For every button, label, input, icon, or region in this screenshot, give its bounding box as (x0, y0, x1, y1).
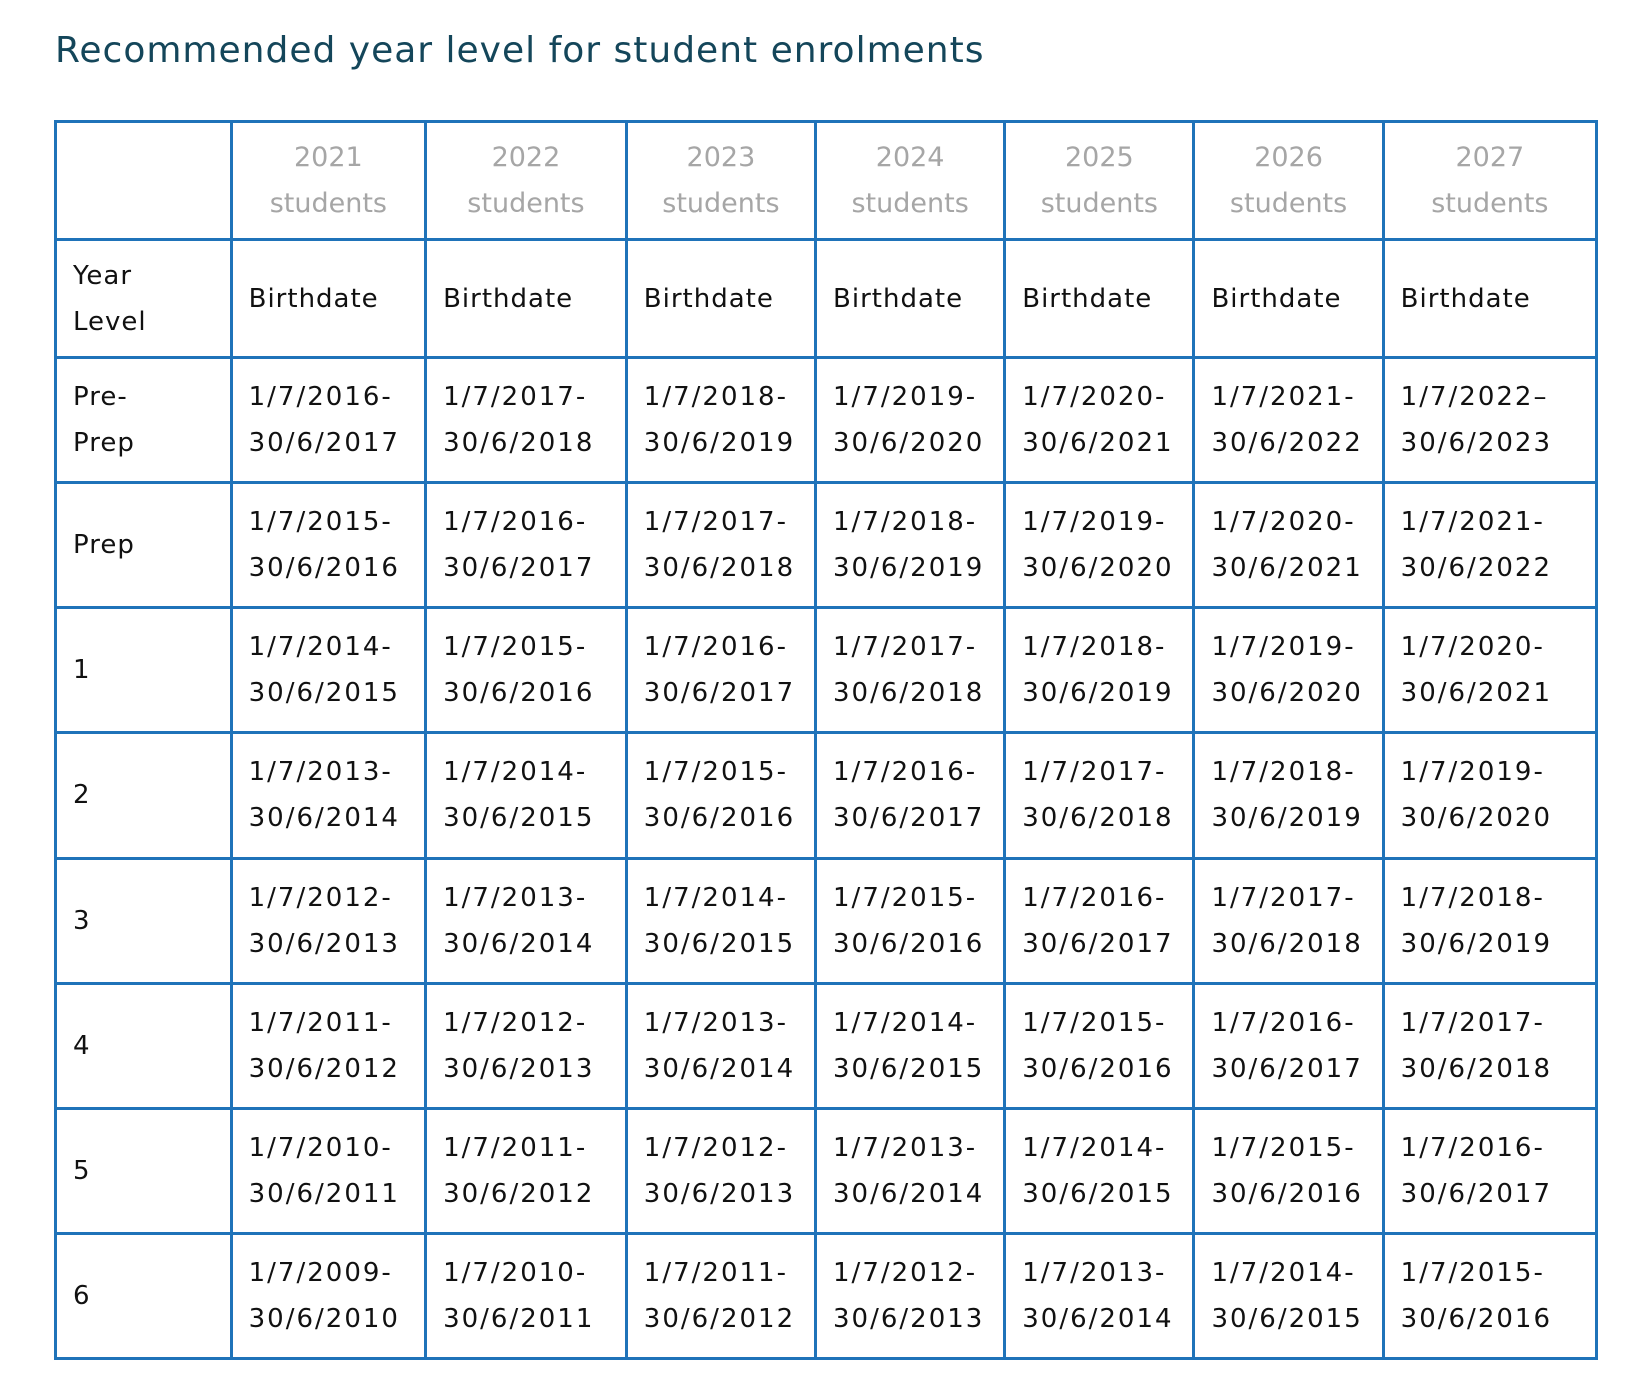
year-level-cell (56, 358, 232, 483)
range-end: 30/6/2014 (643, 1053, 796, 1084)
range-end: 30/6/2010 (248, 1303, 400, 1334)
range-start: 1/7/2014- (833, 1007, 978, 1038)
range-end: 30/6/2013 (643, 1178, 796, 1209)
year-column-header-label: students (1431, 187, 1549, 219)
range-start: 1/7/2021- (1400, 507, 1545, 538)
year-level-label: 2 (73, 780, 91, 811)
range-start: 1/7/2010- (248, 1132, 393, 1163)
range-start: 1/7/2019- (1022, 507, 1167, 538)
range-end: 30/6/2020 (1400, 803, 1552, 834)
birthdate-range-cell (626, 858, 815, 983)
range-end: 30/6/2011 (443, 1303, 595, 1334)
birthdate-range-cell (231, 1233, 425, 1358)
birthdate-header: Birthdate (626, 240, 815, 358)
range-start: 1/7/2016- (1022, 882, 1167, 913)
year-column-header-label: students (662, 187, 780, 219)
birthdate-range-cell (231, 733, 425, 858)
birthdate-range-cell (1005, 733, 1194, 858)
table-row (56, 983, 1597, 1108)
year-column-header (1194, 122, 1383, 240)
year-column-header-label: students (269, 187, 387, 219)
range-end: 30/6/2016 (1022, 1053, 1174, 1084)
birthdate-range-cell (1194, 358, 1383, 483)
range-start: 1/7/2015- (833, 882, 978, 913)
year-column-header-label: students (1040, 187, 1158, 219)
birthdate-range-cell (816, 983, 1005, 1108)
birthdate-range-cell (816, 858, 1005, 983)
year-level-cell (56, 858, 232, 983)
birthdate-range-cell (816, 1108, 1005, 1233)
range-end: 30/6/2016 (643, 803, 796, 834)
year-column-header (426, 122, 627, 240)
range-start: 1/7/2015- (1211, 1132, 1356, 1163)
year-level-label: 3 (73, 905, 91, 936)
birthdate-range-cell (626, 1108, 815, 1233)
range-start: 1/7/2018- (833, 507, 978, 538)
table-row (56, 358, 1597, 483)
birthdate-header: Birthdate (1005, 240, 1194, 358)
range-end: 30/6/2013 (248, 928, 400, 959)
birthdate-range-cell (1005, 1108, 1194, 1233)
range-start: 1/7/2013- (1022, 1257, 1167, 1288)
range-end: 30/6/2016 (833, 928, 985, 959)
range-start: 1/7/2013- (643, 1007, 788, 1038)
range-end: 30/6/2012 (248, 1053, 400, 1084)
year-level-cell (56, 983, 232, 1108)
birthdate-range-cell (1194, 1108, 1383, 1233)
range-start: 1/7/2017- (833, 632, 978, 663)
birthdate-range-cell (1383, 1233, 1596, 1358)
year-column-header-year: 2021 (293, 141, 363, 173)
birthdate-range-cell (816, 733, 1005, 858)
range-end: 30/6/2020 (1022, 553, 1174, 584)
range-start: 1/7/2019- (833, 382, 978, 413)
range-end: 30/6/2018 (1211, 928, 1363, 959)
range-end: 30/6/2015 (1211, 1303, 1363, 1334)
range-start: 1/7/2020- (1022, 382, 1167, 413)
year-level-cell (56, 608, 232, 733)
birthdate-range-cell (1194, 483, 1383, 608)
birthdate-range-cell (1383, 983, 1596, 1108)
range-start: 1/7/2015- (1400, 1257, 1545, 1288)
table-row (56, 483, 1597, 608)
range-end: 30/6/2021 (1400, 678, 1552, 709)
year-column-header (231, 122, 425, 240)
range-end: 30/6/2022 (1400, 553, 1552, 584)
year-column-header (626, 122, 815, 240)
birthdate-range-cell (1383, 608, 1596, 733)
range-end: 30/6/2016 (248, 553, 400, 584)
birthdate-range-cell (626, 608, 815, 733)
range-start: 1/7/2017- (1400, 1007, 1545, 1038)
range-start: 1/7/2019- (1400, 757, 1545, 788)
range-end: 30/6/2018 (643, 553, 796, 584)
range-end: 30/6/2018 (443, 428, 595, 459)
birthdate-range-cell (426, 858, 627, 983)
range-start: 1/7/2017- (443, 382, 588, 413)
year-column-header (1005, 122, 1194, 240)
birthdate-range-cell (816, 358, 1005, 483)
range-end: 30/6/2017 (833, 803, 985, 834)
range-start: 1/7/2012- (833, 1257, 978, 1288)
range-start: 1/7/2017- (1022, 757, 1167, 788)
range-start: 1/7/2017- (1211, 882, 1356, 913)
table-row (56, 608, 1597, 733)
range-end: 30/6/2018 (1022, 803, 1174, 834)
birthdate-range-cell (426, 358, 627, 483)
year-level-cell (56, 1233, 232, 1358)
birthdate-range-cell (426, 608, 627, 733)
birthdate-range-cell (1194, 733, 1383, 858)
range-start: 1/7/2011- (643, 1257, 788, 1288)
range-end: 30/6/2020 (1211, 678, 1363, 709)
range-start: 1/7/2014- (1022, 1132, 1167, 1163)
range-start: 1/7/2014- (643, 882, 788, 913)
table-row (56, 858, 1597, 983)
year-level-cell (56, 1108, 232, 1233)
birthdate-header: Birthdate (426, 240, 627, 358)
range-end: 30/6/2014 (833, 1178, 985, 1209)
birthdate-range-cell (231, 483, 425, 608)
range-end: 30/6/2016 (1211, 1178, 1363, 1209)
birthdate-range-cell (1383, 858, 1596, 983)
range-start: 1/7/2012- (643, 1132, 788, 1163)
birthdate-range-cell (626, 358, 815, 483)
birthdate-range-cell (231, 608, 425, 733)
range-start: 1/7/2011- (443, 1132, 588, 1163)
birthdate-range-cell (231, 1108, 425, 1233)
range-start: 1/7/2020- (1211, 507, 1356, 538)
range-end: 30/6/2013 (833, 1303, 985, 1334)
year-level-label: Prep (73, 530, 135, 561)
range-start: 1/7/2015- (443, 632, 588, 663)
year-level-cell (56, 733, 232, 858)
range-start: 1/7/2016- (443, 507, 588, 538)
year-level-label: 5 (73, 1155, 91, 1186)
year-level-header-line2: Level (73, 306, 147, 337)
range-start: 1/7/2014- (443, 757, 588, 788)
birthdate-range-cell (1383, 483, 1596, 608)
range-start: 1/7/2016- (643, 632, 788, 663)
range-end: 30/6/2017 (248, 428, 400, 459)
year-column-header-label: students (1229, 187, 1348, 219)
range-end: 30/6/2017 (443, 553, 595, 584)
birthdate-range-cell (816, 1233, 1005, 1358)
range-start: 1/7/2014- (248, 632, 393, 663)
birthdate-range-cell (1194, 608, 1383, 733)
header-row-birthdate (56, 240, 1597, 358)
birthdate-range-cell (816, 483, 1005, 608)
range-start: 1/7/2020- (1400, 632, 1545, 663)
year-column-header-year: 2023 (686, 141, 756, 173)
birthdate-range-cell (1194, 858, 1383, 983)
range-end: 30/6/2014 (248, 803, 400, 834)
birthdate-range-cell (626, 733, 815, 858)
range-start: 1/7/2015- (1022, 1007, 1167, 1038)
range-end: 30/6/2020 (833, 428, 985, 459)
year-column-header-year: 2022 (491, 141, 561, 173)
birthdate-range-cell (231, 858, 425, 983)
birthdate-range-cell (426, 983, 627, 1108)
birthdate-header: Birthdate (1383, 240, 1596, 358)
range-end: 30/6/2015 (248, 678, 400, 709)
birthdate-range-cell (626, 1233, 815, 1358)
birthdate-range-cell (1005, 608, 1194, 733)
range-start: 1/7/2021- (1211, 382, 1356, 413)
range-start: 1/7/2010- (443, 1257, 588, 1288)
range-end: 30/6/2017 (1211, 1053, 1363, 1084)
range-start: 1/7/2016- (1211, 1007, 1356, 1038)
range-start: 1/7/2009- (248, 1257, 393, 1288)
range-end: 30/6/2015 (643, 928, 796, 959)
year-level-label: 1 (73, 655, 91, 686)
year-column-header (816, 122, 1005, 240)
range-end: 30/6/2019 (833, 553, 985, 584)
range-start: 1/7/2011- (248, 1007, 393, 1038)
birthdate-range-cell (1194, 983, 1383, 1108)
range-end: 30/6/2012 (443, 1178, 595, 1209)
birthdate-range-cell (1383, 1108, 1596, 1233)
birthdate-range-cell (1383, 733, 1596, 858)
range-start: 1/7/2016- (833, 757, 978, 788)
range-start: 1/7/2012- (248, 882, 393, 913)
range-end: 30/6/2019 (1211, 803, 1363, 834)
birthdate-range-cell (626, 983, 815, 1108)
range-start: 1/7/2015- (248, 507, 393, 538)
range-start: 1/7/2018- (643, 382, 788, 413)
range-start: 1/7/2016- (1400, 1132, 1545, 1163)
year-column-header-year: 2024 (875, 141, 945, 173)
birthdate-range-cell (1005, 358, 1194, 483)
range-end: 30/6/2014 (1022, 1303, 1174, 1334)
range-start: 1/7/2019- (1211, 632, 1356, 663)
range-end: 30/6/2012 (643, 1303, 796, 1334)
range-end: 30/6/2013 (443, 1053, 595, 1084)
year-level-label: Prep (73, 428, 135, 459)
header-row-years (56, 122, 1597, 240)
range-start: 1/7/2013- (833, 1132, 978, 1163)
range-end: 30/6/2018 (833, 678, 985, 709)
year-level-label: 6 (73, 1280, 91, 1311)
range-end: 30/6/2015 (443, 803, 595, 834)
year-level-header-line1: Year (73, 260, 133, 291)
range-end: 30/6/2015 (833, 1053, 985, 1084)
range-end: 30/6/2017 (1022, 928, 1174, 959)
birthdate-range-cell (426, 1108, 627, 1233)
range-start: 1/7/2013- (248, 757, 393, 788)
table-row (56, 733, 1597, 858)
table-body (56, 358, 1597, 1359)
year-column-header-year: 2025 (1064, 141, 1134, 173)
range-start: 1/7/2016- (248, 382, 393, 413)
range-start: 1/7/2018- (1400, 882, 1545, 913)
page-title: Recommended year level for student enrolments (55, 30, 985, 71)
birthdate-header: Birthdate (816, 240, 1005, 358)
birthdate-range-cell (426, 733, 627, 858)
year-level-label: 4 (73, 1030, 91, 1061)
birthdate-range-cell (1005, 858, 1194, 983)
birthdate-range-cell (1005, 1233, 1194, 1358)
header-corner-cell (56, 122, 232, 240)
birthdate-range-cell (1383, 358, 1596, 483)
range-end: 30/6/2016 (443, 678, 595, 709)
range-end: 30/6/2019 (1022, 678, 1174, 709)
year-column-header-year: 2026 (1254, 141, 1323, 173)
year-column-header-label: students (467, 187, 585, 219)
range-end: 30/6/2017 (643, 678, 796, 709)
range-end: 30/6/2019 (1400, 928, 1552, 959)
birthdate-range-cell (1005, 483, 1194, 608)
range-start: 1/7/2015- (643, 757, 788, 788)
range-start: 1/7/2018- (1022, 632, 1167, 663)
table-row (56, 1233, 1597, 1358)
birthdate-header: Birthdate (231, 240, 425, 358)
birthdate-range-cell (426, 1233, 627, 1358)
birthdate-header: Birthdate (1194, 240, 1383, 358)
birthdate-range-cell (626, 483, 815, 608)
range-start: 1/7/2022– (1400, 382, 1549, 413)
range-start: 1/7/2013- (443, 882, 588, 913)
birthdate-range-cell (231, 358, 425, 483)
range-end: 30/6/2015 (1022, 1178, 1174, 1209)
enrolment-table (54, 120, 1598, 1360)
year-level-header (56, 240, 232, 358)
birthdate-range-cell (1005, 983, 1194, 1108)
range-end: 30/6/2014 (443, 928, 595, 959)
range-end: 30/6/2021 (1022, 428, 1174, 459)
range-end: 30/6/2023 (1400, 428, 1552, 459)
birthdate-range-cell (426, 483, 627, 608)
range-end: 30/6/2021 (1211, 553, 1363, 584)
year-level-cell (56, 483, 232, 608)
table-row (56, 1108, 1597, 1233)
range-end: 30/6/2018 (1400, 1053, 1552, 1084)
range-start: 1/7/2018- (1211, 757, 1356, 788)
range-end: 30/6/2011 (248, 1178, 400, 1209)
year-column-header (1383, 122, 1596, 240)
year-column-header-year: 2027 (1455, 141, 1525, 173)
birthdate-range-cell (816, 608, 1005, 733)
range-end: 30/6/2019 (643, 428, 796, 459)
birthdate-range-cell (1194, 1233, 1383, 1358)
year-level-label: Pre- (73, 382, 128, 413)
range-start: 1/7/2012- (443, 1007, 588, 1038)
range-end: 30/6/2022 (1211, 428, 1363, 459)
year-column-header-label: students (851, 187, 969, 219)
range-start: 1/7/2017- (643, 507, 788, 538)
range-start: 1/7/2014- (1211, 1257, 1356, 1288)
range-end: 30/6/2016 (1400, 1303, 1552, 1334)
birthdate-range-cell (231, 983, 425, 1108)
range-end: 30/6/2017 (1400, 1178, 1552, 1209)
